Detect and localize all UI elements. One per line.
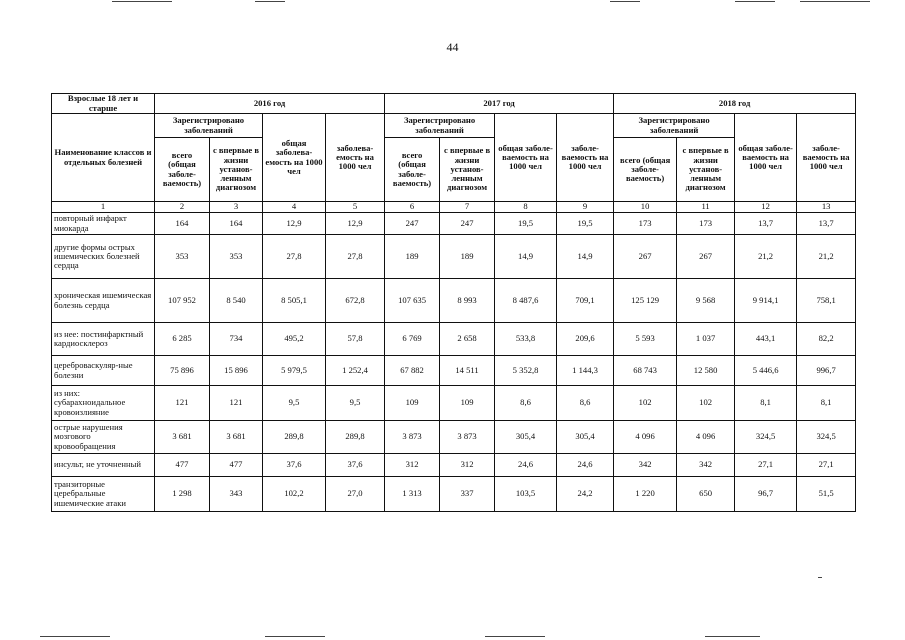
row-header-label: Наименование классов и отдельных болезней xyxy=(52,114,155,202)
value-cell: 996,7 xyxy=(797,356,856,386)
value-cell: 9,5 xyxy=(263,386,326,421)
group-header-2018: Зарегистрировано заболеваний xyxy=(614,114,735,138)
table-row xyxy=(52,323,856,356)
table-row xyxy=(52,386,856,421)
value-cell: 8 487,6 xyxy=(495,279,557,323)
value-cell: 19,5 xyxy=(495,213,557,235)
col-first-time-2017: с впервые в жизни установ-ленным диагнозом xyxy=(440,138,495,202)
value-cell: 305,4 xyxy=(495,421,557,454)
value-cell: 164 xyxy=(155,213,210,235)
value-cell: 6 285 xyxy=(155,323,210,356)
header-row-groups xyxy=(52,114,856,138)
column-number: 3 xyxy=(210,202,263,213)
table-row xyxy=(52,235,856,279)
value-cell: 75 896 xyxy=(155,356,210,386)
value-cell: 289,8 xyxy=(263,421,326,454)
corner-label: Взрослые 18 лет и старше xyxy=(52,94,155,114)
value-cell: 8 505,1 xyxy=(263,279,326,323)
value-cell: 8,6 xyxy=(557,386,614,421)
value-cell: 107 635 xyxy=(385,279,440,323)
value-cell: 8,6 xyxy=(495,386,557,421)
value-cell: 12 580 xyxy=(677,356,735,386)
value-cell: 27,8 xyxy=(263,235,326,279)
disease-name: острые нарушения мозгового кровообращения xyxy=(52,421,155,454)
table-row xyxy=(52,477,856,512)
value-cell: 21,2 xyxy=(797,235,856,279)
value-cell: 9,5 xyxy=(326,386,385,421)
column-number-row xyxy=(52,202,856,213)
col-first-time-2018: с впервые в жизни установ-ленным диагнозом xyxy=(677,138,735,202)
value-cell: 51,5 xyxy=(797,477,856,512)
value-cell: 24,6 xyxy=(495,454,557,477)
header-row-years xyxy=(52,94,856,114)
value-cell: 3 681 xyxy=(210,421,263,454)
col-first-time-2016: с впервые в жизни установ-ленным диагнозом xyxy=(210,138,263,202)
value-cell: 2 658 xyxy=(440,323,495,356)
table-row xyxy=(52,279,856,323)
value-cell: 164 xyxy=(210,213,263,235)
value-cell: 1 252,4 xyxy=(326,356,385,386)
value-cell: 173 xyxy=(614,213,677,235)
value-cell: 12,9 xyxy=(326,213,385,235)
value-cell: 353 xyxy=(210,235,263,279)
value-cell: 209,6 xyxy=(557,323,614,356)
value-cell: 289,8 xyxy=(326,421,385,454)
column-number: 6 xyxy=(385,202,440,213)
value-cell: 27,8 xyxy=(326,235,385,279)
disease-name: из нее: постинфарктный кардиосклероз xyxy=(52,323,155,356)
value-cell: 8 993 xyxy=(440,279,495,323)
column-number: 4 xyxy=(263,202,326,213)
value-cell: 3 873 xyxy=(440,421,495,454)
value-cell: 37,6 xyxy=(263,454,326,477)
value-cell: 67 882 xyxy=(385,356,440,386)
col-total-2018: всего (общая заболе-ваемость) xyxy=(614,138,677,202)
value-cell: 13,7 xyxy=(735,213,797,235)
year-header-2018: 2018 год xyxy=(614,94,856,114)
scan-mark-top-4 xyxy=(735,1,775,2)
table-row xyxy=(52,421,856,454)
value-cell: 121 xyxy=(210,386,263,421)
value-cell: 443,1 xyxy=(735,323,797,356)
value-cell: 1 220 xyxy=(614,477,677,512)
value-cell: 96,7 xyxy=(735,477,797,512)
col-incidence-rate-2018: заболе-ваемость на 1000 чел xyxy=(797,114,856,202)
col-incidence-rate-2016: заболева-емость на 1000 чел xyxy=(326,114,385,202)
value-cell: 305,4 xyxy=(557,421,614,454)
value-cell: 1 144,3 xyxy=(557,356,614,386)
scan-mark-bottom-2 xyxy=(265,636,325,637)
value-cell: 672,8 xyxy=(326,279,385,323)
value-cell: 24,2 xyxy=(557,477,614,512)
scan-mark-top-2 xyxy=(255,1,285,2)
value-cell: 107 952 xyxy=(155,279,210,323)
value-cell: 68 743 xyxy=(614,356,677,386)
value-cell: 189 xyxy=(440,235,495,279)
value-cell: 342 xyxy=(614,454,677,477)
value-cell: 27,1 xyxy=(797,454,856,477)
value-cell: 1 298 xyxy=(155,477,210,512)
year-header-2016: 2016 год xyxy=(155,94,385,114)
column-number: 11 xyxy=(677,202,735,213)
value-cell: 4 096 xyxy=(677,421,735,454)
value-cell: 477 xyxy=(210,454,263,477)
col-general-rate-2016: общая заболева-емость на 1000 чел xyxy=(263,114,326,202)
value-cell: 6 769 xyxy=(385,323,440,356)
scan-mark-top-5 xyxy=(800,1,870,2)
value-cell: 102,2 xyxy=(263,477,326,512)
value-cell: 13,7 xyxy=(797,213,856,235)
disease-name: другие формы острых ишемических болезней сердца xyxy=(52,235,155,279)
disease-name: инсульт, не уточненный xyxy=(52,454,155,477)
disease-name: транзиторные церебральные ишемические атаки xyxy=(52,477,155,512)
page-number: 44 xyxy=(446,40,459,54)
group-header-2016: Зарегистрировано заболеваний xyxy=(155,114,263,138)
value-cell: 57,8 xyxy=(326,323,385,356)
col-incidence-rate-2017: заболе-ваемость на 1000 чел xyxy=(557,114,614,202)
scan-mark-top-3 xyxy=(610,1,640,2)
value-cell: 15 896 xyxy=(210,356,263,386)
morbidity-table xyxy=(51,93,856,512)
value-cell: 495,2 xyxy=(263,323,326,356)
value-cell: 102 xyxy=(614,386,677,421)
value-cell: 121 xyxy=(155,386,210,421)
col-general-rate-2017: общая заболе-ваемость на 1000 чел xyxy=(495,114,557,202)
value-cell: 14,9 xyxy=(557,235,614,279)
value-cell: 5 446,6 xyxy=(735,356,797,386)
column-number: 7 xyxy=(440,202,495,213)
scan-mark-bottom-3 xyxy=(485,636,545,637)
value-cell: 1 313 xyxy=(385,477,440,512)
value-cell: 12,9 xyxy=(263,213,326,235)
table-body xyxy=(52,213,856,512)
value-cell: 5 979,5 xyxy=(263,356,326,386)
value-cell: 3 873 xyxy=(385,421,440,454)
value-cell: 1 037 xyxy=(677,323,735,356)
value-cell: 267 xyxy=(614,235,677,279)
column-number: 9 xyxy=(557,202,614,213)
value-cell: 21,2 xyxy=(735,235,797,279)
column-number: 2 xyxy=(155,202,210,213)
value-cell: 353 xyxy=(155,235,210,279)
col-general-rate-2018: общая заболе-ваемость на 1000 чел xyxy=(735,114,797,202)
value-cell: 247 xyxy=(385,213,440,235)
value-cell: 27,0 xyxy=(326,477,385,512)
value-cell: 8,1 xyxy=(735,386,797,421)
column-number: 13 xyxy=(797,202,856,213)
value-cell: 5 352,8 xyxy=(495,356,557,386)
value-cell: 109 xyxy=(385,386,440,421)
scan-mark-bottom-4 xyxy=(705,636,760,637)
disease-name: цереброваскуляр-ные болезни xyxy=(52,356,155,386)
value-cell: 343 xyxy=(210,477,263,512)
column-number: 8 xyxy=(495,202,557,213)
value-cell: 125 129 xyxy=(614,279,677,323)
table-row xyxy=(52,454,856,477)
disease-name: хроническая ишемическая болезнь сердца xyxy=(52,279,155,323)
value-cell: 82,2 xyxy=(797,323,856,356)
value-cell: 19,5 xyxy=(557,213,614,235)
value-cell: 173 xyxy=(677,213,735,235)
value-cell: 342 xyxy=(677,454,735,477)
table-row xyxy=(52,213,856,235)
value-cell: 189 xyxy=(385,235,440,279)
value-cell: 24,6 xyxy=(557,454,614,477)
col-total-2017: всего (общая заболе-ваемость) xyxy=(385,138,440,202)
value-cell: 650 xyxy=(677,477,735,512)
col-total-2016: всего (общая заболе-ваемость) xyxy=(155,138,210,202)
value-cell: 102 xyxy=(677,386,735,421)
value-cell: 709,1 xyxy=(557,279,614,323)
value-cell: 312 xyxy=(385,454,440,477)
value-cell: 8,1 xyxy=(797,386,856,421)
column-number: 5 xyxy=(326,202,385,213)
value-cell: 267 xyxy=(677,235,735,279)
value-cell: 337 xyxy=(440,477,495,512)
value-cell: 109 xyxy=(440,386,495,421)
table-row xyxy=(52,356,856,386)
value-cell: 533,8 xyxy=(495,323,557,356)
value-cell: 4 096 xyxy=(614,421,677,454)
value-cell: 247 xyxy=(440,213,495,235)
value-cell: 27,1 xyxy=(735,454,797,477)
value-cell: 9 914,1 xyxy=(735,279,797,323)
value-cell: 5 593 xyxy=(614,323,677,356)
scan-mark-bottom-1 xyxy=(40,636,110,637)
value-cell: 3 681 xyxy=(155,421,210,454)
value-cell: 758,1 xyxy=(797,279,856,323)
disease-name: из них: субарахноидальное кровоизлияние xyxy=(52,386,155,421)
scan-mark-top-1 xyxy=(112,1,172,2)
value-cell: 324,5 xyxy=(797,421,856,454)
value-cell: 477 xyxy=(155,454,210,477)
value-cell: 312 xyxy=(440,454,495,477)
value-cell: 734 xyxy=(210,323,263,356)
scan-mark-side xyxy=(818,577,822,578)
column-number: 12 xyxy=(735,202,797,213)
column-number: 1 xyxy=(52,202,155,213)
value-cell: 14 511 xyxy=(440,356,495,386)
value-cell: 8 540 xyxy=(210,279,263,323)
disease-name: повторный инфаркт миокарда xyxy=(52,213,155,235)
column-number: 10 xyxy=(614,202,677,213)
year-header-2017: 2017 год xyxy=(385,94,614,114)
value-cell: 14,9 xyxy=(495,235,557,279)
value-cell: 103,5 xyxy=(495,477,557,512)
value-cell: 324,5 xyxy=(735,421,797,454)
value-cell: 37,6 xyxy=(326,454,385,477)
value-cell: 9 568 xyxy=(677,279,735,323)
group-header-2017: Зарегистрировано заболеваний xyxy=(385,114,495,138)
